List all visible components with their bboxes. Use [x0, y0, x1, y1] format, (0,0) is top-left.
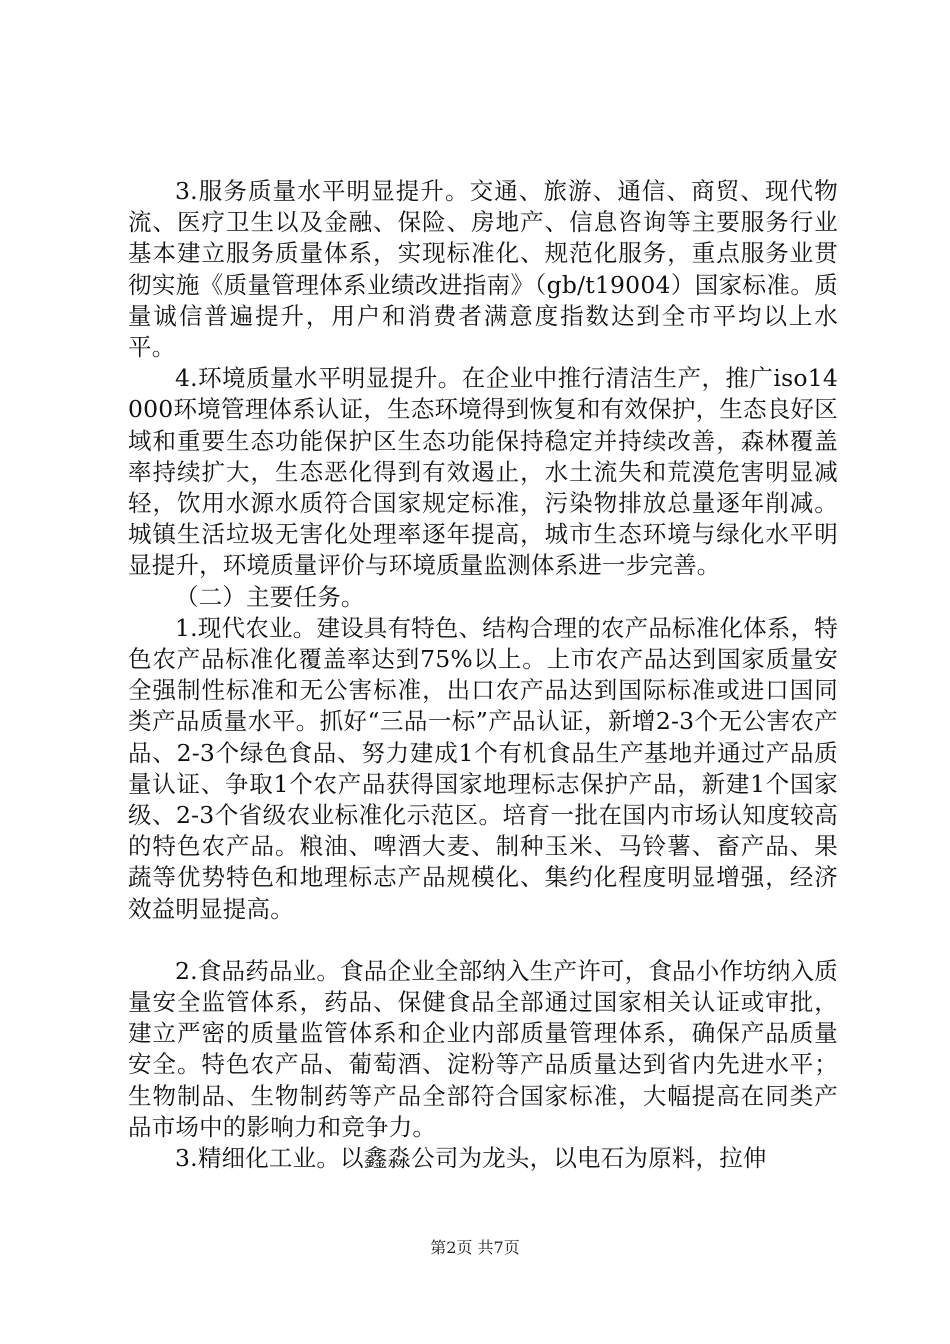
paragraph-fine-chemical: 3.精细化工业。以鑫淼公司为龙头，以电石为原料，拉伸 — [175, 1144, 767, 1173]
section-heading-main-tasks: （二）主要任务。 — [175, 582, 365, 611]
paragraph-food-drug: 2.食品药品业。食品企业全部纳入生产许可，食品小作坊纳入质量安全监管体系，药品、保健食品全部通过国家相关认证或审批，建立严密的质量监管体系和企业内部质量管理体系，确保产品质量安全。特色农产品、葡萄酒、淀粉等产品质量达到省内先进水平；生物制品、生物制药等产品全部符合国家标准，大幅提高在同类产品市场中的影响力和竞争力。 — [128, 956, 838, 1141]
paragraph-service-quality: 3.服务质量水平明显提升。交通、旅游、通信、商贸、现代物流、医疗卫生以及金融、保险、房地产、信息咨询等主要服务行业基本建立服务质量体系，实现标准化、规范化服务，重点服务业贯彻实施《质量管理体系业绩改进指南》（gb/t19004）国家标准。质量诚信普遍提升，用户和消费者满意度指数达到全市平均以上水平。 — [128, 177, 838, 362]
paragraph-spacer — [128, 925, 838, 956]
page-footer: 第2页 共7页 — [430, 1238, 520, 1257]
paragraph-environment-quality: 4.环境质量水平明显提升。在企业中推行清洁生产，推广iso14000环境管理体系认证，生态环境得到恢复和有效保护，生态良好区域和重要生态功能保护区生态功能保持稳定并持续改善，森林覆盖率持续扩大，生态恶化得到有效遏止，水土流失和荒漠危害明显减轻，饮用水源水质符合国家规定标准，污染物排放总量逐年削减。城镇生活垃圾无害化处理率逐年提高，城市生态环境与绿化水平明显提升，环境质量评价与环境质量监测体系进一步完善。 — [128, 364, 838, 580]
paragraph-modern-agriculture: 1.现代农业。建设具有特色、结构合理的农产品标准化体系，特色农产品标准化覆盖率达到75%以上。上市农产品达到国家质量安全强制性标准和无公害标准，出口农产品达到国际标准或进口国同类产品质量水平。抓好“三品一标”产品认证，新增2-3个无公害农产品、2-3个绿色食品、努力建成1个有机食品生产基地并通过产品质量认证、争取1个农产品获得国家地理标志保护产品，新建1个国家级、2-3个省级农业标准化示范区。培育一批在国内市场认知度较高的特色农产品。粮油、啤酒大麦、制种玉米、马铃薯、畜产品、果蔬等优势特色和地理标志产品规模化、集约化程度明显增强，经济效益明显提高。 — [128, 613, 838, 923]
document-body — [128, 176, 838, 1174]
